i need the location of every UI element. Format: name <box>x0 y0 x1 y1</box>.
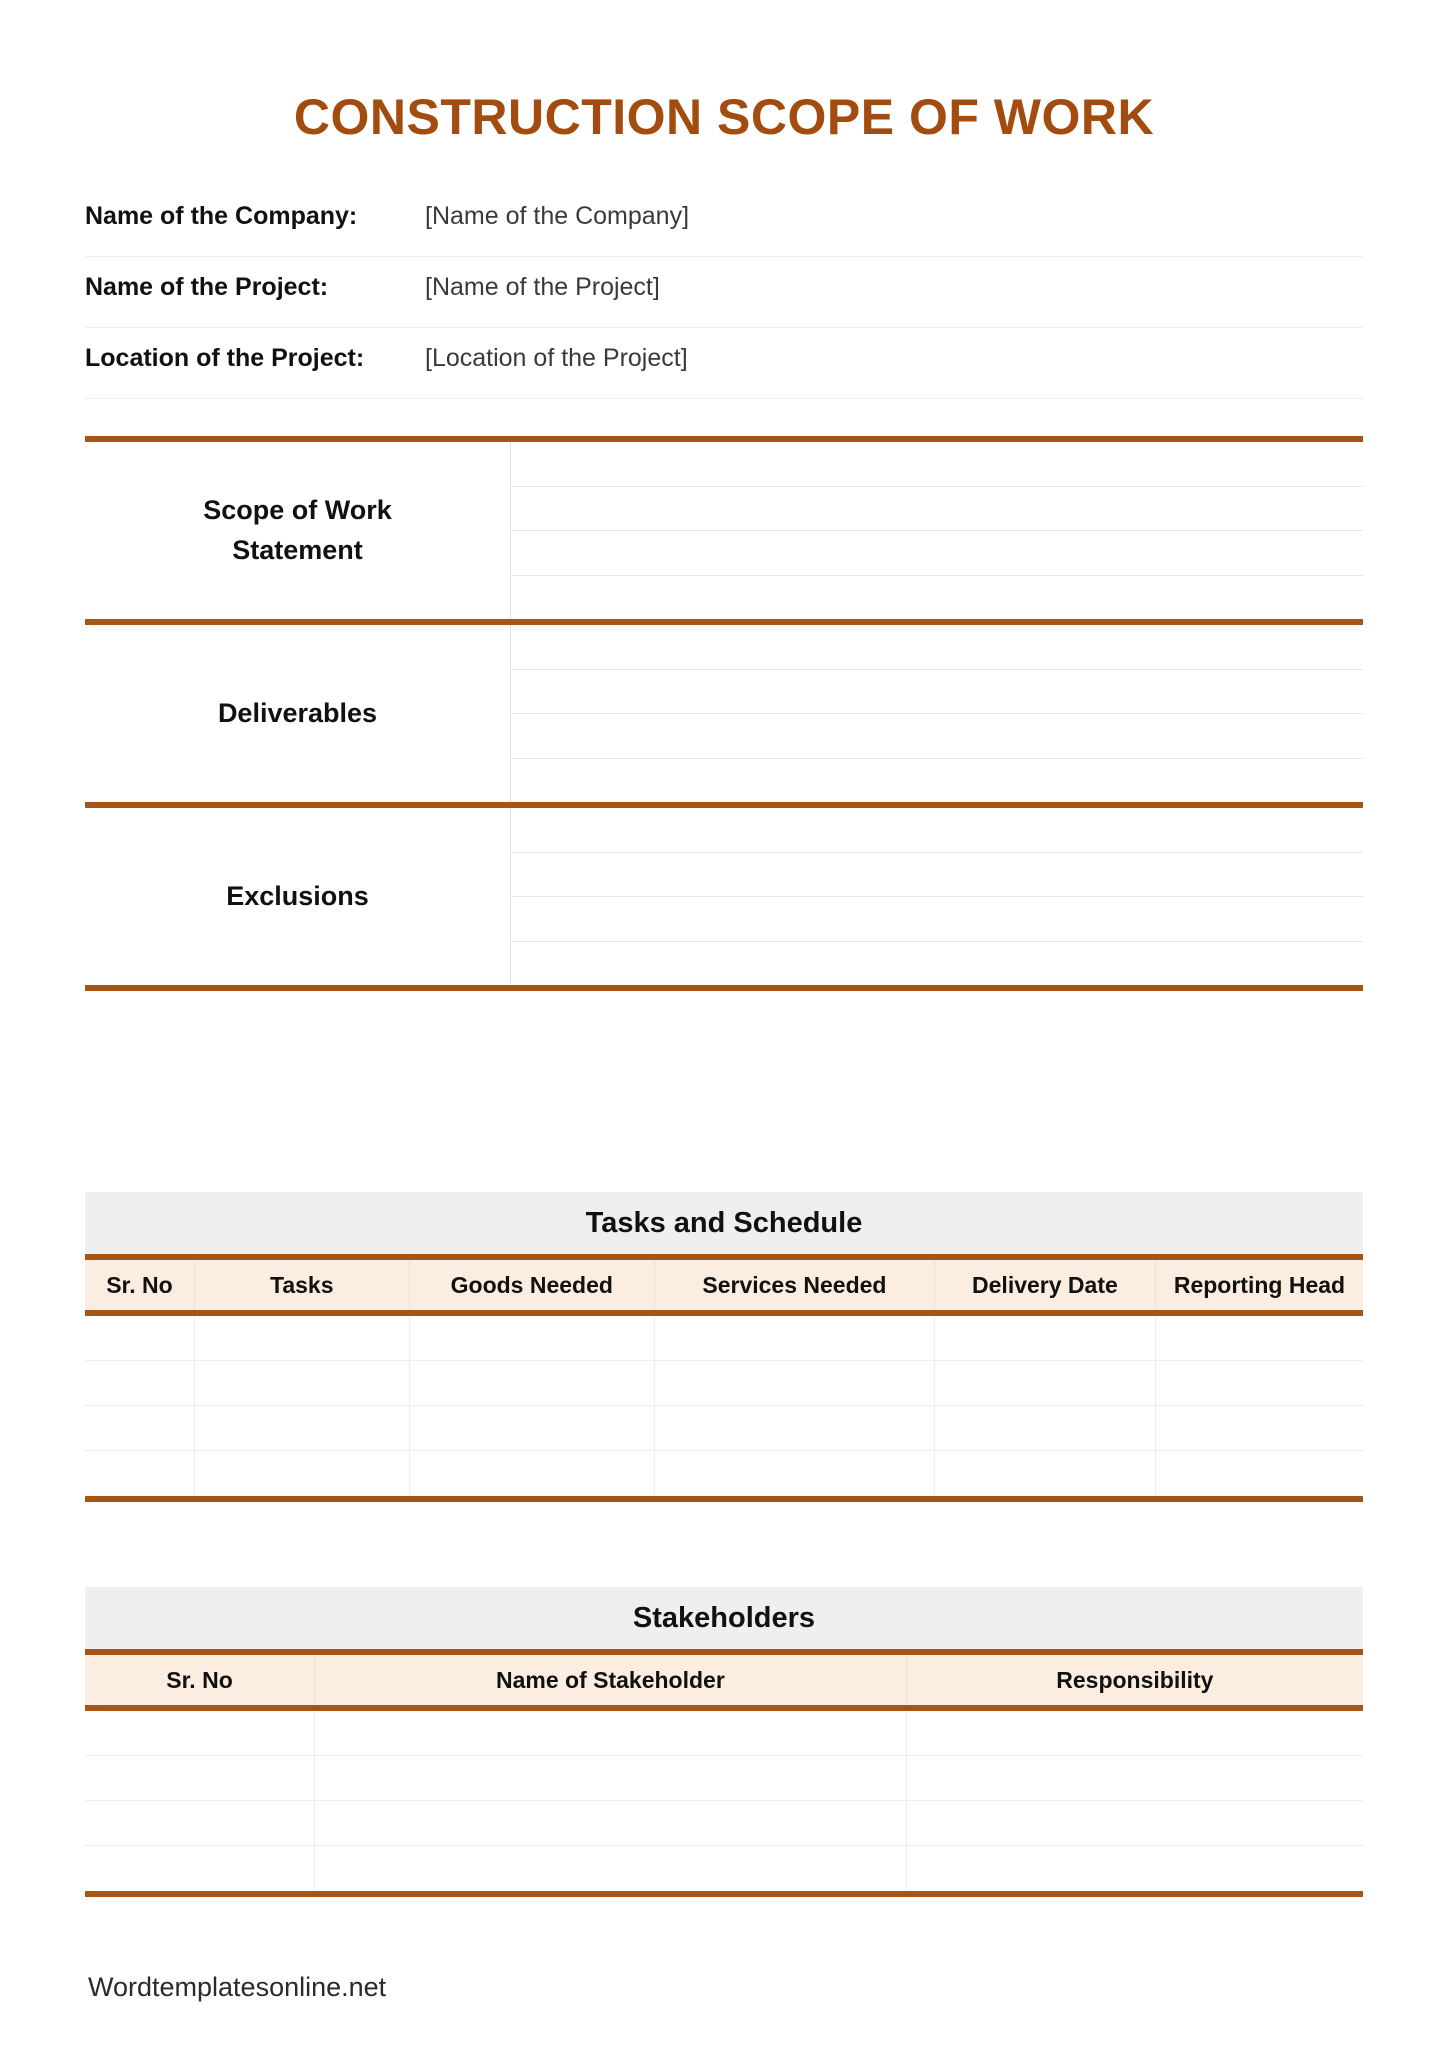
section-label-exclusions: Exclusions <box>226 880 369 911</box>
stakeholders-col-header-name: Name of Stakeholder <box>315 1655 907 1705</box>
table-cell[interactable] <box>85 1451 195 1496</box>
writing-line[interactable] <box>511 576 1363 620</box>
table-row <box>85 1361 1363 1406</box>
stakeholders-table-header-row <box>85 1649 1363 1711</box>
tasks-table-title: Tasks and Schedule <box>85 1192 1363 1254</box>
section-label-line-2: Statement <box>232 534 363 565</box>
table-cell[interactable] <box>1156 1316 1363 1360</box>
table-row <box>85 1451 1363 1496</box>
table-cell[interactable] <box>935 1361 1156 1405</box>
writing-line[interactable] <box>511 808 1363 853</box>
footer-source-label: Wordtemplatesonline.net <box>88 1972 387 2002</box>
table-cell[interactable] <box>410 1406 655 1450</box>
table-cell[interactable] <box>315 1801 907 1845</box>
info-label-project: Name of the Project: <box>85 273 329 301</box>
tasks-table-header-row <box>85 1254 1363 1316</box>
info-row-location <box>85 328 1363 399</box>
writing-line[interactable] <box>511 853 1363 898</box>
table-cell[interactable] <box>935 1451 1156 1496</box>
table-cell[interactable] <box>1156 1361 1363 1405</box>
table-cell[interactable] <box>1156 1451 1363 1496</box>
info-label-location: Location of the Project: <box>85 344 365 372</box>
section-label-scope-of-work-statement <box>85 442 510 619</box>
writing-line[interactable] <box>511 487 1363 532</box>
info-value-location[interactable]: [Location of the Project] <box>425 344 688 372</box>
table-row <box>85 1711 1363 1756</box>
table-cell[interactable] <box>907 1801 1363 1845</box>
scope-sections <box>85 436 1363 991</box>
table-cell[interactable] <box>410 1316 655 1360</box>
section-writing-area-scope-of-work-statement[interactable] <box>510 442 1363 619</box>
section-writing-area-deliverables[interactable] <box>510 625 1363 802</box>
table-cell[interactable] <box>655 1451 935 1496</box>
writing-line[interactable] <box>511 897 1363 942</box>
writing-line[interactable] <box>511 714 1363 759</box>
table-cell[interactable] <box>85 1711 315 1755</box>
tasks-col-header-tasks: Tasks <box>195 1260 410 1310</box>
tasks-table-bottom-rule <box>85 1496 1363 1502</box>
writing-line[interactable] <box>511 625 1363 670</box>
tasks-col-header-sr-no: Sr. No <box>85 1260 195 1310</box>
table-row <box>85 1801 1363 1846</box>
writing-line[interactable] <box>511 531 1363 576</box>
stakeholders-table-bottom-rule <box>85 1891 1363 1897</box>
table-cell[interactable] <box>85 1406 195 1450</box>
table-cell[interactable] <box>315 1756 907 1800</box>
section-label-deliverables: Deliverables <box>217 697 378 728</box>
table-cell[interactable] <box>935 1316 1156 1360</box>
stakeholders-table <box>85 1587 1363 1897</box>
table-cell[interactable] <box>655 1361 935 1405</box>
stakeholders-col-header-responsibility: Responsibility <box>1056 1666 1214 1693</box>
stakeholders-col-header-sr-no: Sr. No <box>85 1655 315 1705</box>
tasks-col-header-reporting-head: Reporting Head <box>1173 1271 1346 1298</box>
stakeholders-table-body <box>85 1711 1363 1891</box>
section-label-line-1: Scope of Work <box>203 495 392 526</box>
info-value-company[interactable]: [Name of the Company] <box>425 202 690 230</box>
project-info-block <box>85 186 1363 399</box>
table-cell[interactable] <box>315 1846 907 1891</box>
section-rule-bottom <box>85 985 1363 991</box>
table-cell[interactable] <box>907 1711 1363 1755</box>
table-cell[interactable] <box>85 1756 315 1800</box>
table-row <box>85 1406 1363 1451</box>
table-cell[interactable] <box>85 1361 195 1405</box>
tasks-col-header-services-needed: Services Needed <box>655 1260 935 1310</box>
table-cell[interactable] <box>907 1756 1363 1800</box>
table-cell[interactable] <box>195 1451 410 1496</box>
table-cell[interactable] <box>655 1406 935 1450</box>
table-cell[interactable] <box>195 1316 410 1360</box>
writing-line[interactable] <box>511 942 1363 986</box>
stakeholders-table-title: Stakeholders <box>85 1587 1363 1649</box>
info-value-project[interactable]: [Name of the Project] <box>425 273 660 301</box>
writing-line[interactable] <box>511 759 1363 803</box>
table-cell[interactable] <box>410 1361 655 1405</box>
info-row-project <box>85 257 1363 328</box>
info-label-company: Name of the Company: <box>85 202 358 230</box>
table-cell[interactable] <box>935 1406 1156 1450</box>
table-cell[interactable] <box>85 1846 315 1891</box>
table-cell[interactable] <box>907 1846 1363 1891</box>
section-scope-of-work-statement <box>85 442 1363 619</box>
writing-line[interactable] <box>511 670 1363 715</box>
table-row <box>85 1756 1363 1801</box>
info-row-company <box>85 186 1363 257</box>
table-cell[interactable] <box>85 1316 195 1360</box>
tasks-col-header-delivery-date: Delivery Date <box>935 1260 1156 1310</box>
table-row <box>85 1316 1363 1361</box>
table-cell[interactable] <box>195 1406 410 1450</box>
tasks-table-body <box>85 1316 1363 1496</box>
section-exclusions <box>85 808 1363 985</box>
table-cell[interactable] <box>1156 1406 1363 1450</box>
table-cell[interactable] <box>655 1316 935 1360</box>
table-cell[interactable] <box>85 1801 315 1845</box>
table-cell[interactable] <box>315 1711 907 1755</box>
section-writing-area-exclusions[interactable] <box>510 808 1363 985</box>
table-cell[interactable] <box>195 1361 410 1405</box>
page-title: CONSTRUCTION SCOPE OF WORK <box>293 89 1155 145</box>
tasks-and-schedule-table <box>85 1192 1363 1502</box>
tasks-col-header-goods-needed: Goods Needed <box>410 1260 655 1310</box>
section-deliverables <box>85 625 1363 802</box>
writing-line[interactable] <box>511 442 1363 487</box>
table-row <box>85 1846 1363 1891</box>
table-cell[interactable] <box>410 1451 655 1496</box>
